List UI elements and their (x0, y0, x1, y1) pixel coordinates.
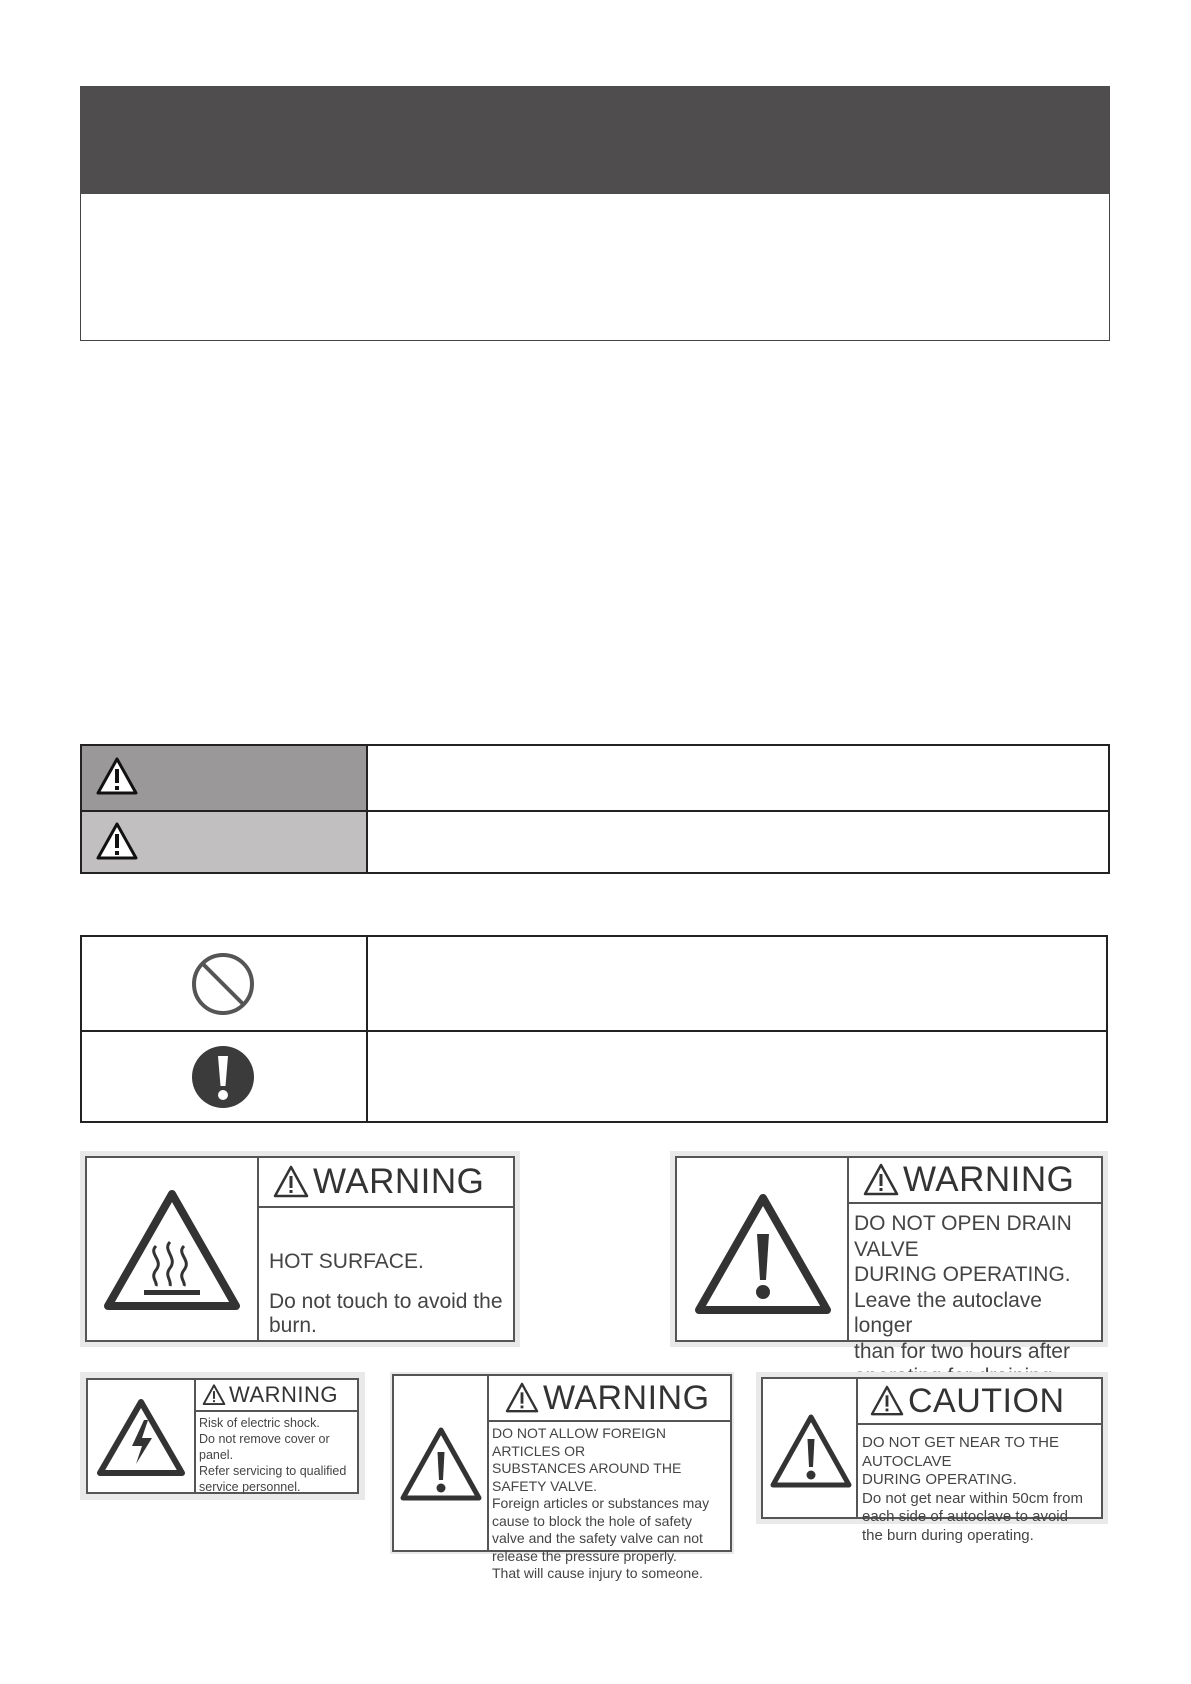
caution-near-text: DO NOT GET NEAR TO THE AUTOCLAVE DURING OPERATING. Do not get near within 50cm from each side of autoclave to avoid the burn during operating. (862, 1434, 1083, 1544)
safety-valve-label (392, 1374, 732, 1581)
symbol-meaning-table (80, 935, 1108, 1123)
warning-triangle-icon (273, 1165, 309, 1199)
warning-triangle-icon (505, 1382, 539, 1414)
prohibition-cell (82, 937, 368, 1030)
header-bar (80, 86, 1110, 194)
hazard-level-table (80, 744, 1110, 874)
exclamation-triangle-icon (695, 1192, 831, 1316)
warning-triangle-icon (96, 756, 138, 796)
prohibition-icon (190, 951, 256, 1017)
caution-near-header (858, 1379, 1101, 1425)
warning-row (82, 746, 1108, 810)
caution-cell (82, 812, 368, 872)
caution-near-label (761, 1377, 1103, 1544)
header-content-box (80, 194, 1110, 341)
safety-valve-header (489, 1376, 730, 1422)
drain-valve-text: DO NOT OPEN DRAIN VALVE DURING OPERATING. Leave the autoclave longer than for two hours after (854, 1212, 1072, 1363)
electric-shock-icon (96, 1398, 186, 1478)
hot-surface-label (85, 1156, 515, 1342)
prohibition-row (82, 937, 1106, 1030)
drain-valve-header (849, 1158, 1101, 1204)
safety-valve-text: DO NOT ALLOW FOREIGN ARTICLES OR SUBSTANCES AROUND THE SAFETY VALVE. Foreign articles or substances may cause to block the hole of safety valve and the safety valve can not release the pressure properly. That will cause injury to someone. (492, 1425, 710, 1581)
mandatory-cell (82, 1032, 368, 1121)
warning-description (368, 746, 1108, 810)
caution-description (368, 812, 1108, 872)
hot-surface-header (259, 1158, 513, 1208)
mandatory-row (82, 1030, 1106, 1121)
warning-triangle-icon (863, 1163, 899, 1197)
caution-row (82, 810, 1108, 872)
hot-surface-line2: Do not touch to avoid the burn. (269, 1290, 503, 1337)
warning-triangle-icon (870, 1385, 904, 1417)
warning-cell (82, 746, 368, 810)
caution-near-heading: CAUTION (908, 1381, 1065, 1420)
electric-shock-text: Risk of electric shock. Do not remove cover or panel. Refer servicing to qualified service personnel. (199, 1416, 347, 1494)
electric-shock-header (196, 1380, 357, 1412)
hot-surface-icon (104, 1188, 240, 1312)
hot-surface-line1: HOT SURFACE. (269, 1250, 424, 1273)
exclamation-triangle-icon (769, 1413, 853, 1491)
safety-valve-heading: WARNING (543, 1378, 710, 1417)
drain-valve-heading: WARNING (903, 1160, 1075, 1199)
exclamation-triangle-icon (399, 1426, 483, 1504)
drain-valve-label (675, 1156, 1103, 1363)
hot-surface-heading: WARNING (313, 1162, 485, 1201)
warning-triangle-icon (202, 1384, 226, 1406)
warning-triangle-icon (96, 821, 138, 861)
mandatory-description (368, 1032, 1106, 1121)
prohibition-description (368, 937, 1106, 1030)
mandatory-action-icon (190, 1044, 256, 1110)
electric-shock-heading: WARNING (229, 1382, 339, 1407)
electric-shock-label (86, 1378, 359, 1494)
